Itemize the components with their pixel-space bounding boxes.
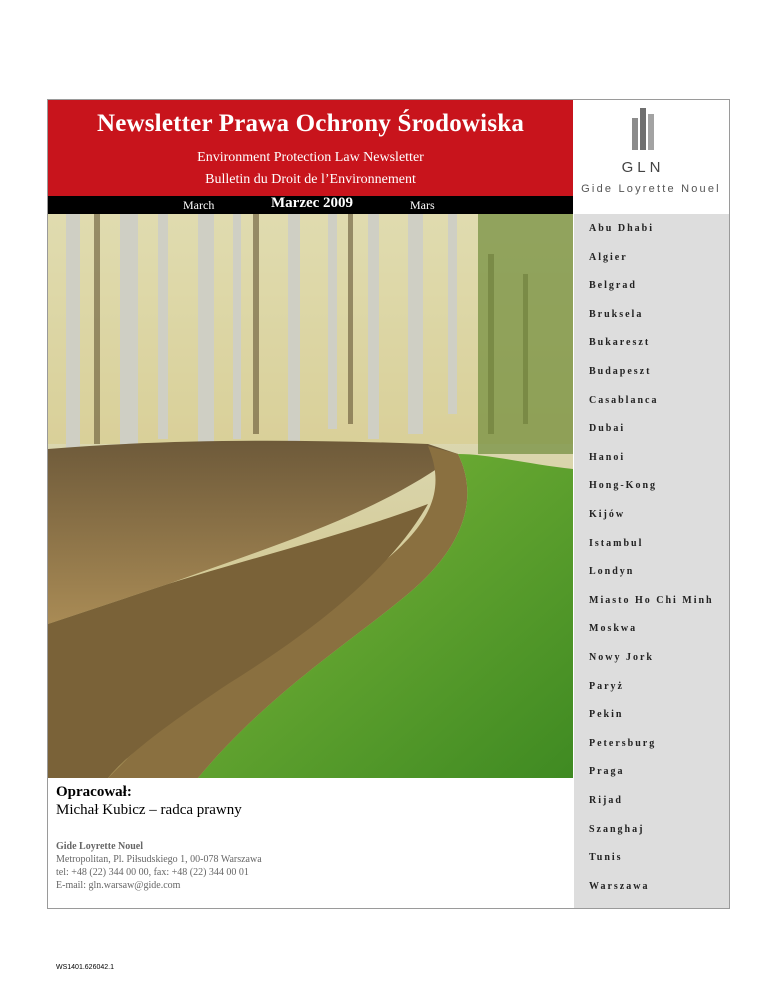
office-item: Pekin <box>589 709 624 721</box>
office-item: Szanghaj <box>589 823 645 835</box>
month-english: March <box>183 198 215 212</box>
office-item: Dubai <box>589 423 626 435</box>
gln-logo <box>574 100 729 214</box>
document-code: WS1401.626042.1 <box>56 964 114 971</box>
office-item: Rijad <box>589 795 623 806</box>
title-banner <box>48 100 573 196</box>
office-item: Bukareszt <box>589 337 651 349</box>
office-item: Hong-Kong <box>589 480 658 492</box>
office-item: Abu Dhabi <box>589 223 654 234</box>
office-item: Warszawa <box>589 880 650 892</box>
logo-firm-name: Gide Loyrette Nouel <box>581 183 721 195</box>
date-bar <box>48 196 573 214</box>
logo-abbreviation: GLN <box>621 159 665 176</box>
office-item: Belgrad <box>589 280 637 292</box>
office-item: Londyn <box>589 566 635 578</box>
newsletter-title: Newsletter Prawa Ochrony Środowiska <box>96 110 525 137</box>
month-french: Mars <box>410 198 435 212</box>
subtitle-french: Bulletin du Droit de l’Environnement <box>205 172 416 187</box>
contact-phone: tel: +48 (22) 344 00 00, fax: +48 (22) 344 00 01 <box>56 867 249 878</box>
subtitle-english: Environment Protection Law Newsletter <box>197 150 424 165</box>
office-item: Istambul <box>589 537 644 549</box>
contact-address: Metropolitan, Pl. Piłsudskiego 1, 00-078 Warszawa <box>56 854 262 865</box>
forest-path-photo <box>48 214 573 778</box>
office-item: Tunis <box>589 852 623 864</box>
office-item: Kijów <box>589 509 626 520</box>
gln-logo-bars-icon <box>632 108 654 150</box>
office-item: Moskwa <box>589 623 638 635</box>
office-item: Miasto Ho Chi Minh <box>589 594 714 606</box>
author-name: Michał Kubicz – radca prawny <box>56 802 242 818</box>
office-item: Bruksela <box>589 308 644 320</box>
office-item: Budapeszt <box>589 366 652 377</box>
office-item: Petersburg <box>589 737 657 749</box>
office-item: Praga <box>589 766 625 778</box>
office-item: Casablanca <box>589 394 659 406</box>
office-item: Paryż <box>589 680 624 692</box>
contact-email[interactable]: E-mail: gln.warsaw@gide.com <box>56 880 181 891</box>
office-item: Hanoi <box>589 451 626 463</box>
offices-sidebar <box>574 214 729 908</box>
office-item: Algier <box>589 251 628 263</box>
month-polish: Marzec 2009 <box>271 195 354 211</box>
office-item: Nowy Jork <box>589 652 654 663</box>
contact-firm: Gide Loyrette Nouel <box>56 841 144 852</box>
author-label: Opracował: <box>56 784 132 800</box>
